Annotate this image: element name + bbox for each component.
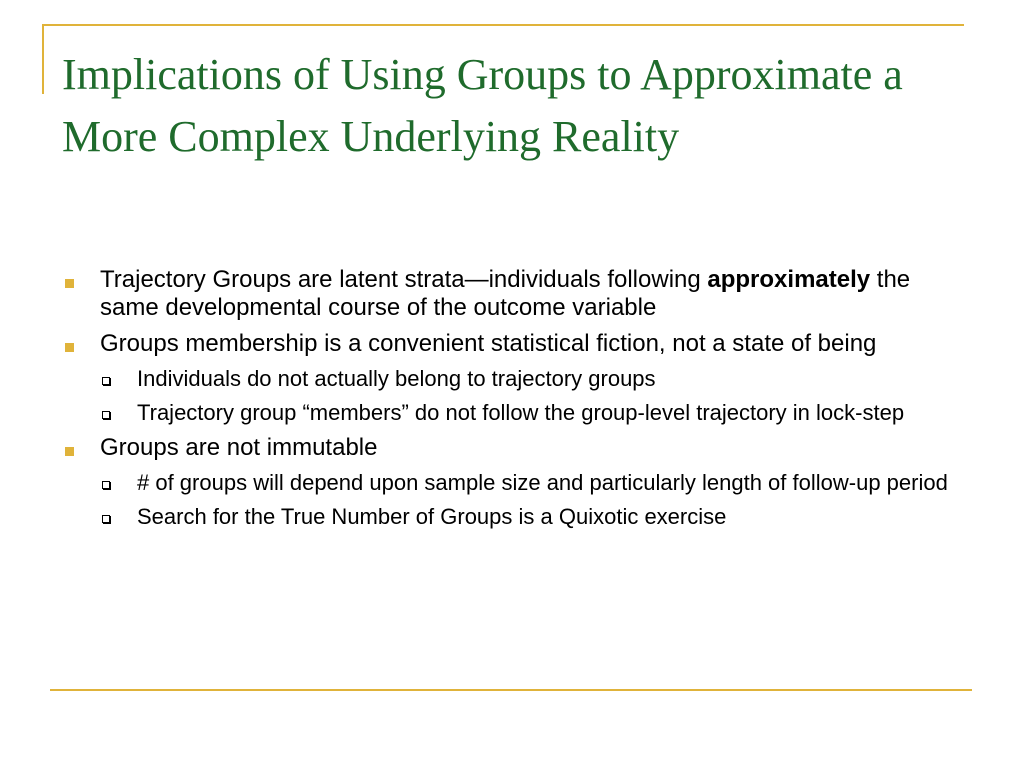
sub-bullet-text: # of groups will depend upon sample size and particularly length of follow-up period [137, 470, 948, 495]
bullet-text: Groups are not immutable [100, 434, 378, 461]
sub-bullet-list [100, 470, 962, 530]
slide-title: Implications of Using Groups to Approximate a More Complex Underlying Reality [62, 50, 903, 161]
bullet-list [62, 266, 962, 538]
sub-bullet-text: Individuals do not actually belong to trajectory groups [137, 366, 656, 391]
hollow-square-bullet-icon [102, 515, 110, 523]
sub-bullet-text: Trajectory group “members” do not follow the group-level trajectory in lock-step [137, 400, 905, 425]
bullet-item [62, 330, 962, 358]
sub-bullet-item [100, 366, 962, 392]
sub-bullet-item [100, 400, 962, 426]
square-bullet-icon [65, 343, 74, 352]
sub-bullet-text: Search for the True Number of Groups is a Quixotic exercise [137, 504, 727, 529]
hollow-square-bullet-icon [102, 411, 110, 419]
left-accent-line [42, 24, 44, 94]
sub-bullet-item [100, 504, 962, 530]
bullet-text-end: the same developmental course of the outcome variable [100, 266, 911, 321]
bullet-text: Groups membership is a convenient statistical fiction, not a state of being [100, 330, 877, 357]
hollow-square-bullet-icon [102, 377, 110, 385]
top-divider-line [42, 24, 964, 26]
sub-bullet-item [100, 470, 962, 496]
bullet-item [62, 434, 962, 462]
bottom-divider-line [50, 689, 972, 691]
bullet-text-emphasis: approximately [707, 266, 871, 293]
sub-bullet-list [100, 366, 962, 426]
hollow-square-bullet-icon [102, 481, 110, 489]
bullet-text-start: Trajectory Groups are latent strata—individuals following [100, 266, 708, 293]
square-bullet-icon [65, 279, 74, 288]
bullet-item [62, 266, 962, 322]
square-bullet-icon [65, 447, 74, 456]
